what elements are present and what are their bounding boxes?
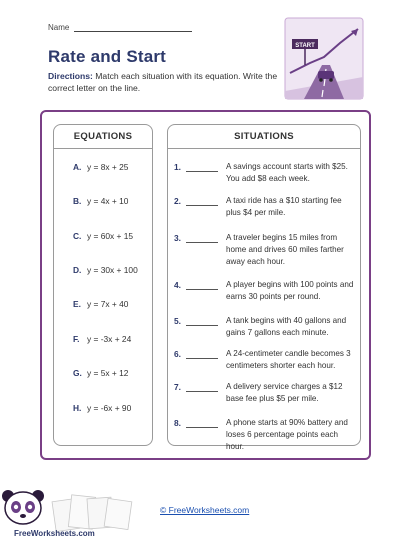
answer-line[interactable]	[186, 325, 218, 326]
answer-line[interactable]	[186, 242, 218, 243]
answer-line[interactable]	[186, 205, 218, 206]
equations-panel	[53, 124, 153, 446]
situation-text: A taxi ride has a $10 starting fee plus $4 per mile.	[226, 196, 342, 217]
situation-text: A 24-centimeter candle becomes 3 centimeters shorter each hour.	[226, 349, 351, 370]
situation-number: 4.	[174, 280, 181, 290]
logo-text: FreeWorksheets.com	[14, 529, 95, 538]
situation-text: A traveler begins 15 miles from home and drives 60 miles farther away each hour.	[226, 233, 344, 266]
equations-heading: EQUATIONS	[54, 125, 152, 149]
name-field-row	[48, 23, 192, 32]
directions	[48, 70, 288, 94]
answer-line[interactable]	[186, 358, 218, 359]
equation-item: H. y = -6x + 90	[73, 403, 132, 413]
directions-label: Directions:	[48, 71, 93, 81]
answer-line[interactable]	[186, 427, 218, 428]
situation-number: 1.	[174, 162, 181, 172]
answer-line[interactable]	[186, 289, 218, 290]
situation-number: 2.	[174, 196, 181, 206]
start-sign-text: START	[295, 43, 315, 49]
situation-text: A phone starts at 90% battery and loses 6 percentage points each hour.	[226, 418, 348, 451]
page-title: Rate and Start	[48, 47, 167, 66]
situation-number: 3.	[174, 233, 181, 243]
panda-icon	[2, 490, 44, 524]
name-label: Name	[48, 23, 70, 32]
equation-item: B. y = 4x + 10	[73, 196, 129, 206]
situation-text: A tank begins with 40 gallons and gains 7 gallons each minute.	[226, 316, 347, 337]
situation-text: A delivery service charges a $12 base fee plus $5 per mile.	[226, 382, 343, 403]
freeworksheets-logo	[0, 486, 140, 539]
directions-text: Match each situation with its equation. Write the correct letter on the line.	[48, 71, 278, 93]
situation-text: A savings account starts with $25. You add $8 each week.	[226, 162, 348, 183]
situation-number: 6.	[174, 349, 181, 359]
equation-item: F. y = -3x + 24	[73, 334, 132, 344]
equation-item: G. y = 5x + 12	[73, 368, 129, 378]
equation-item: E. y = 7x + 40	[73, 299, 129, 309]
equation-item: C. y = 60x + 15	[73, 231, 134, 241]
answer-line[interactable]	[186, 171, 218, 172]
equation-item: D. y = 30x + 100	[73, 265, 138, 275]
footer-link[interactable]: © FreeWorksheets.com	[160, 505, 250, 515]
road-start-illustration	[284, 17, 364, 100]
situation-number: 8.	[174, 418, 181, 428]
answer-line[interactable]	[186, 391, 218, 392]
equation-item: A. y = 8x + 25	[73, 162, 129, 172]
situation-text: A player begins with 100 points and earns 30 points per round.	[226, 280, 354, 301]
situations-heading: SITUATIONS	[168, 125, 360, 149]
situation-number: 5.	[174, 316, 181, 326]
name-line[interactable]	[74, 23, 192, 32]
situation-number: 7.	[174, 382, 181, 392]
